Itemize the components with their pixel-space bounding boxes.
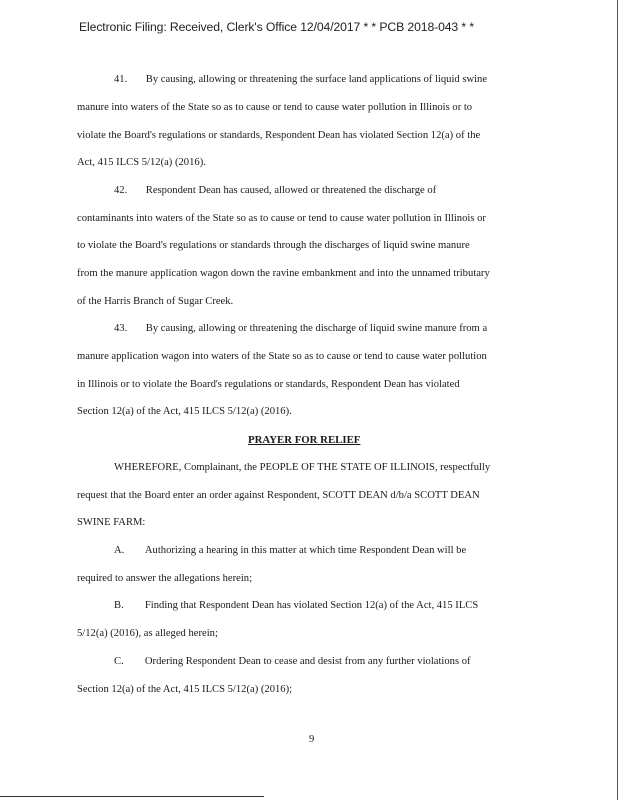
paragraph-42-line-2: contaminants into waters of the State so as to cause or tend to cause water pollution in Illinois or	[77, 213, 486, 224]
paragraph-43-line-1: 43. By causing, allowing or threatening the discharge of liquid swine manure from a	[114, 323, 488, 334]
prayer-heading: PRAYER FOR RELIEF	[248, 434, 361, 446]
paragraph-43-line-4: Section 12(a) of the Act, 415 ILCS 5/12(a) (2016).	[77, 406, 292, 417]
prayer-intro-line-3: SWINE FARM:	[77, 517, 146, 528]
paragraph-43-line-2: manure application wagon into waters of the State so as to cause or tend to cause water pollution	[77, 351, 487, 362]
paragraph-41-line-2: manure into waters of the State so as to cause or tend to cause water pollution in Illinois or to	[77, 102, 473, 113]
paragraph-43-line-3: in Illinois or to violate the Board's regulations or standards, Respondent Dean has violated	[77, 379, 460, 390]
prayer-item-c-line-2: Section 12(a) of the Act, 415 ILCS 5/12(a) (2016);	[77, 684, 293, 695]
page-edge-right	[617, 0, 618, 800]
paragraph-42-line-5: of the Harris Branch of Sugar Creek.	[77, 296, 234, 307]
paragraph-41-line-4: Act, 415 ILCS 5/12(a) (2016).	[77, 157, 206, 168]
paragraph-41-line-3: violate the Board's regulations or standards, Respondent Dean has violated Section 12(a) of the	[77, 130, 481, 141]
prayer-intro-line-2: request that the Board enter an order against Respondent, SCOTT DEAN d/b/a SCOTT DEAN	[77, 490, 480, 501]
prayer-item-b-line-1: B. Finding that Respondent Dean has violated Section 12(a) of the Act, 415 ILCS	[114, 600, 479, 611]
filing-stamp: Electronic Filing: Received, Clerk's Office 12/04/2017 * * PCB 2018-043 * *	[79, 20, 474, 34]
paragraph-42-line-3: to violate the Board's regulations or standards through the discharges of liquid swine manure	[77, 240, 470, 251]
prayer-intro-line-1: WHEREFORE, Complainant, the PEOPLE OF THE STATE OF ILLINOIS, respectfully	[114, 462, 491, 473]
prayer-item-a-line-2: required to answer the allegations herein;	[77, 573, 253, 584]
prayer-item-a-line-1: A. Authorizing a hearing in this matter at which time Respondent Dean will be	[114, 545, 467, 556]
prayer-item-c-line-1: C. Ordering Respondent Dean to cease and desist from any further violations of	[114, 656, 471, 667]
paragraph-42-line-4: from the manure application wagon down the ravine embankment and into the unnamed tributary	[77, 268, 490, 279]
paragraph-42-line-1: 42. Respondent Dean has caused, allowed or threatened the discharge of	[114, 185, 437, 196]
page-number: 9	[309, 734, 315, 745]
prayer-item-b-line-2: 5/12(a) (2016), as alleged herein;	[77, 628, 218, 639]
paragraph-41-line-1: 41. By causing, allowing or threatening the surface land applications of liquid swine	[114, 74, 488, 85]
page-edge-bottom	[0, 796, 264, 797]
